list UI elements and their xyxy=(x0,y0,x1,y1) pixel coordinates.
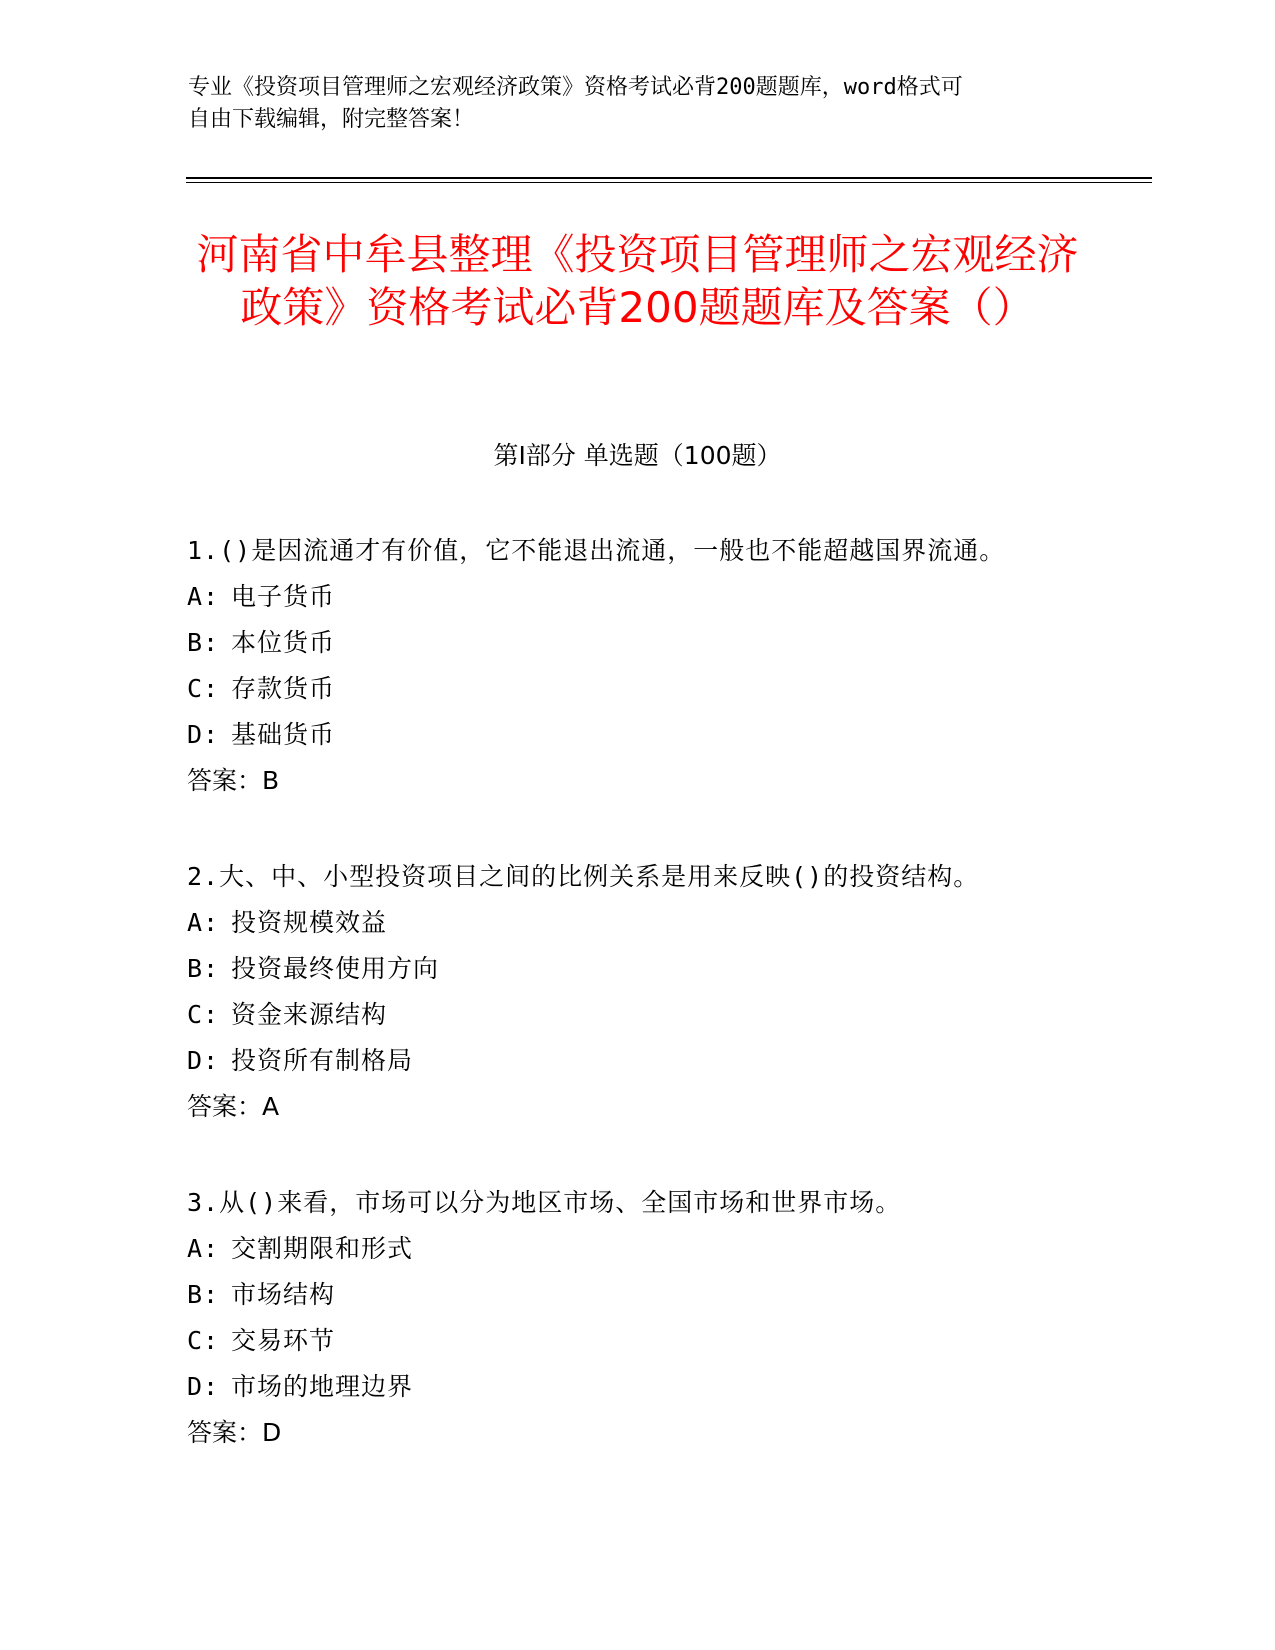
question-stem: 2.大、中、小型投资项目之间的比例关系是用来反映()的投资结构。 xyxy=(187,862,980,891)
question-3 xyxy=(187,1180,1087,1456)
option-text: 市场的地理边界 xyxy=(231,1372,414,1401)
option-key: A: xyxy=(187,908,220,937)
option-key: D: xyxy=(187,720,220,749)
option-c xyxy=(187,666,1087,712)
option-text: 交割期限和形式 xyxy=(231,1234,414,1263)
section-title: 第Ⅰ部分 单选题（100题） xyxy=(493,441,782,470)
option-key: B: xyxy=(187,628,220,657)
option-text: 交易环节 xyxy=(231,1326,336,1355)
header-note-line-2: 自由下载编辑，附完整答案！ xyxy=(188,107,475,132)
option-d xyxy=(187,712,1087,758)
option-key: B: xyxy=(187,1280,220,1309)
option-text: 市场结构 xyxy=(231,1280,336,1309)
option-d xyxy=(187,1364,1087,1410)
option-key: B: xyxy=(187,954,220,983)
option-key: D: xyxy=(187,1046,220,1075)
option-a xyxy=(187,900,1087,946)
option-text: 本位货币 xyxy=(231,628,336,657)
header-note-line-1: 专业《投资项目管理师之宏观经济政策》资格考试必背200题题库，word格式可 xyxy=(188,75,963,100)
header-divider-thin xyxy=(186,182,1152,183)
option-a xyxy=(187,1226,1087,1272)
question-stem: 3.从()来看，市场可以分为地区市场、全国市场和世界市场。 xyxy=(187,1188,902,1217)
question-stem: 1.()是因流通才有价值，它不能退出流通，一般也不能超越国界流通。 xyxy=(187,536,1006,565)
question-list xyxy=(187,528,1087,1506)
option-b xyxy=(187,1272,1087,1318)
option-text: 投资所有制格局 xyxy=(231,1046,414,1075)
question-1 xyxy=(187,528,1087,804)
option-key: C: xyxy=(187,1326,220,1355)
option-a xyxy=(187,574,1087,620)
answer-label: 答案：D xyxy=(187,1418,282,1447)
option-d xyxy=(187,1038,1087,1084)
answer-label: 答案：A xyxy=(187,1092,280,1121)
option-text: 存款货币 xyxy=(231,674,336,703)
header-divider-thick xyxy=(186,177,1152,179)
option-key: C: xyxy=(187,674,220,703)
option-text: 资金来源结构 xyxy=(231,1000,388,1029)
option-text: 投资规模效益 xyxy=(231,908,388,937)
option-key: A: xyxy=(187,1234,220,1263)
header-note xyxy=(188,72,1068,136)
answer-label: 答案：B xyxy=(187,766,280,795)
option-text: 电子货币 xyxy=(231,582,336,611)
question-2 xyxy=(187,854,1087,1130)
option-key: D: xyxy=(187,1372,220,1401)
option-key: A: xyxy=(187,582,220,611)
option-c xyxy=(187,1318,1087,1364)
option-text: 基础货币 xyxy=(231,720,336,749)
option-key: C: xyxy=(187,1000,220,1029)
document-title: 河南省中牟县整理《投资项目管理师之宏观经济政策》资格考试必背200题题库及答案（） xyxy=(196,230,1079,332)
option-text: 投资最终使用方向 xyxy=(231,954,440,983)
option-b xyxy=(187,946,1087,992)
option-c xyxy=(187,992,1087,1038)
option-b xyxy=(187,620,1087,666)
